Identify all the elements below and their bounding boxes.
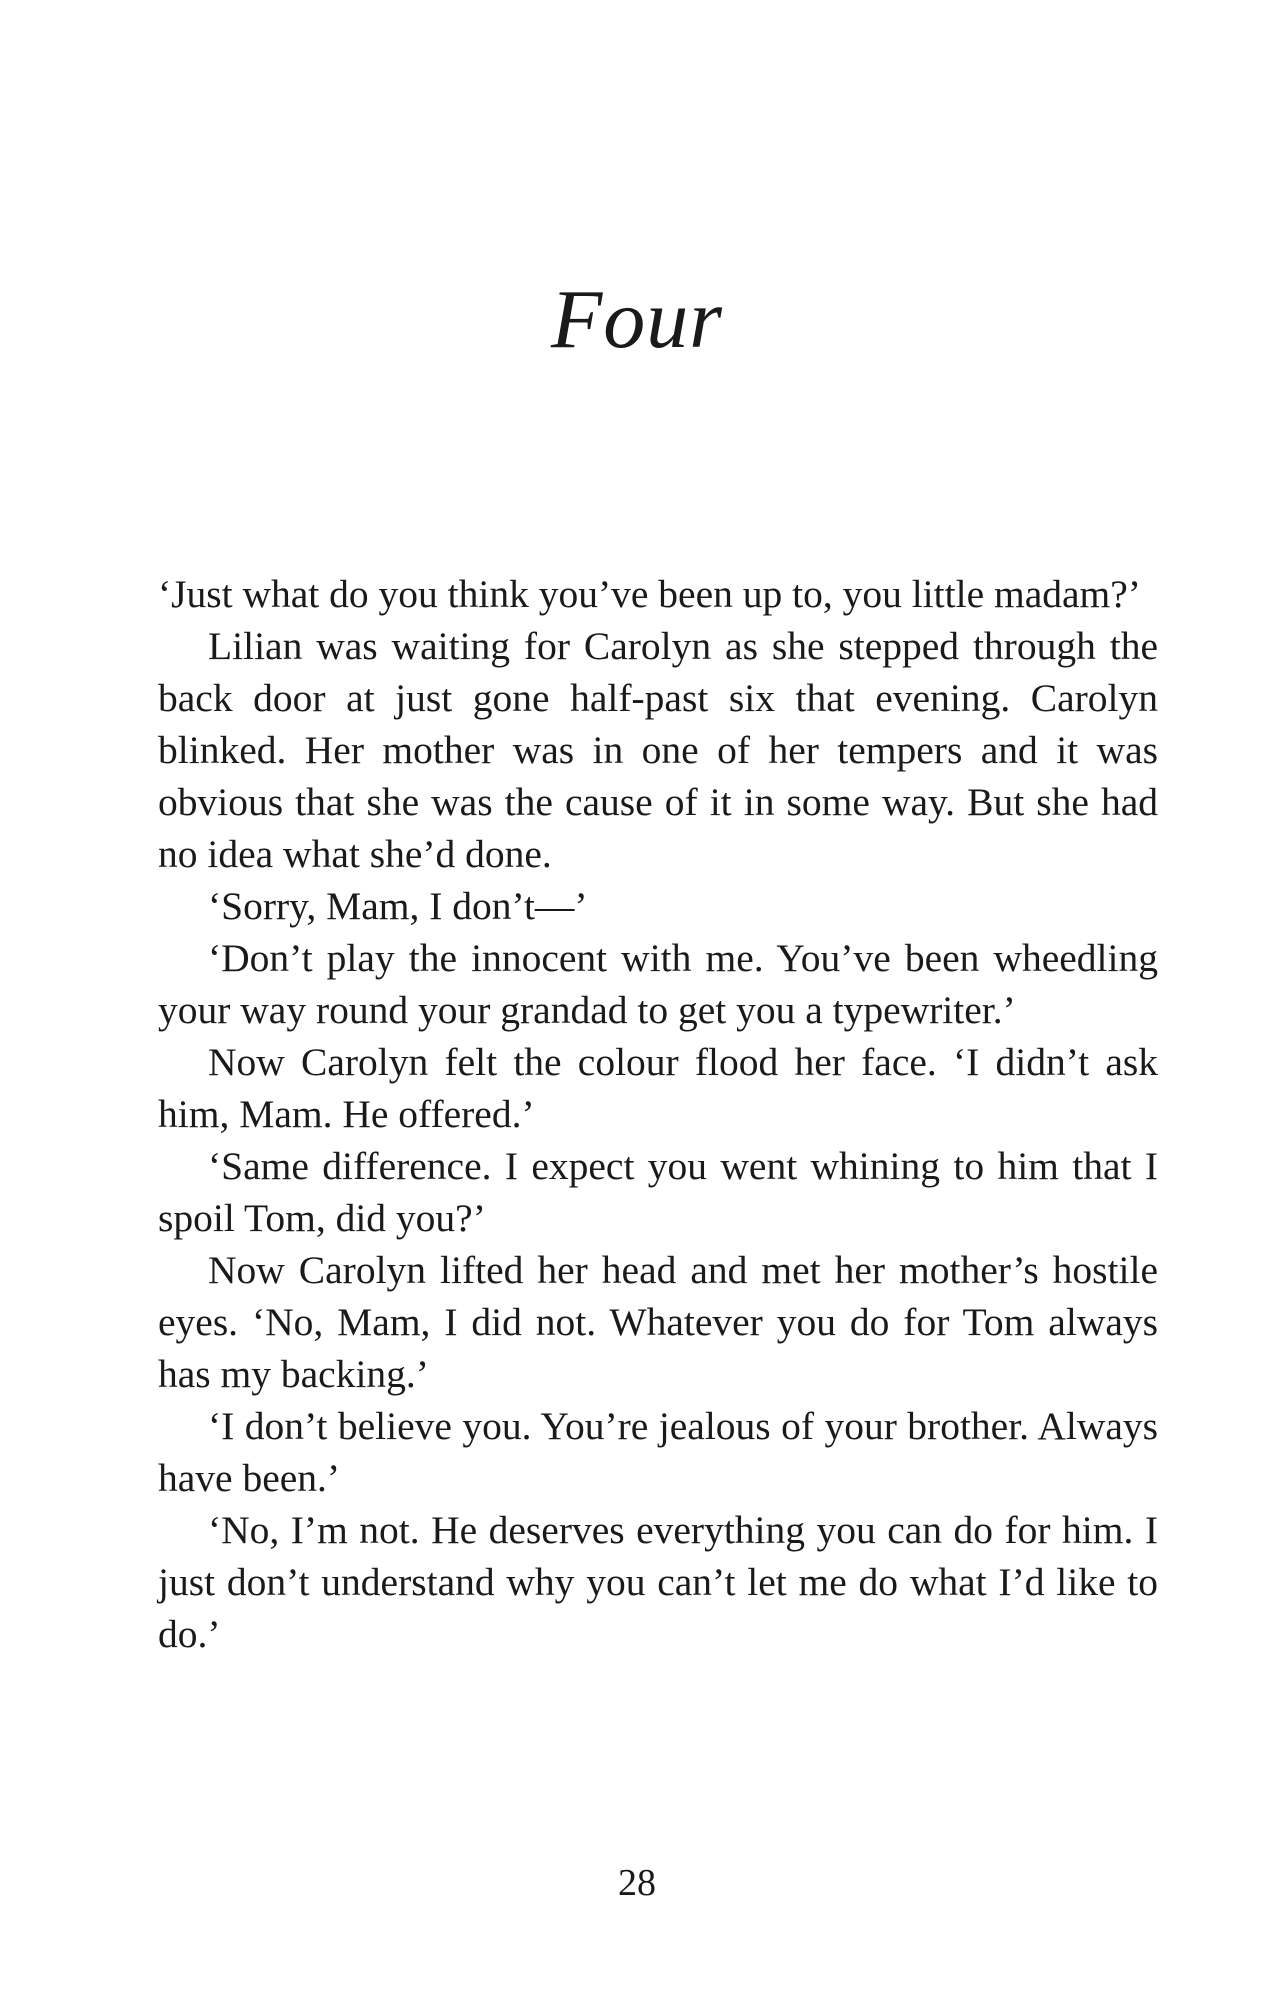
- chapter-body: [158, 568, 1158, 1660]
- page-number: 28: [618, 1862, 656, 1904]
- paragraph: ‘I don’t believe you. You’re jealous of your brother. Always have been.’: [158, 1404, 1158, 1500]
- chapter-title: Four: [551, 273, 723, 366]
- paragraph: ‘Sorry, Mam, I don’t—’: [208, 884, 588, 928]
- paragraph: Now Carolyn felt the colour flood her face. ‘I didn’t ask him, Mam. He offered.’: [158, 1040, 1158, 1136]
- paragraph: ‘Just what do you think you’ve been up to, you little madam?’: [158, 572, 1141, 616]
- paragraph: ‘Don’t play the innocent with me. You’ve been wheedling your way round your grandad to get you a typewriter.’: [158, 936, 1158, 1032]
- paragraph: ‘No, I’m not. He deserves everything you can do for him. I just don’t understand why you can’t let me do what I’d like to do.’: [158, 1508, 1158, 1656]
- paragraph: Now Carolyn lifted her head and met her mother’s hostile eyes. ‘No, Mam, I did not. Whatever you do for Tom always has my backing.’: [158, 1248, 1158, 1396]
- paragraph: Lilian was waiting for Carolyn as she stepped through the back door at just gone half-past six that evening. Carolyn blinked. Her mother was in one of her tempers and it was obvious that she was the cause of it in some way. But she had no idea what she’d done.: [158, 624, 1158, 876]
- paragraph: ‘Same difference. I expect you went whining to him that I spoil Tom, did you?’: [158, 1144, 1158, 1240]
